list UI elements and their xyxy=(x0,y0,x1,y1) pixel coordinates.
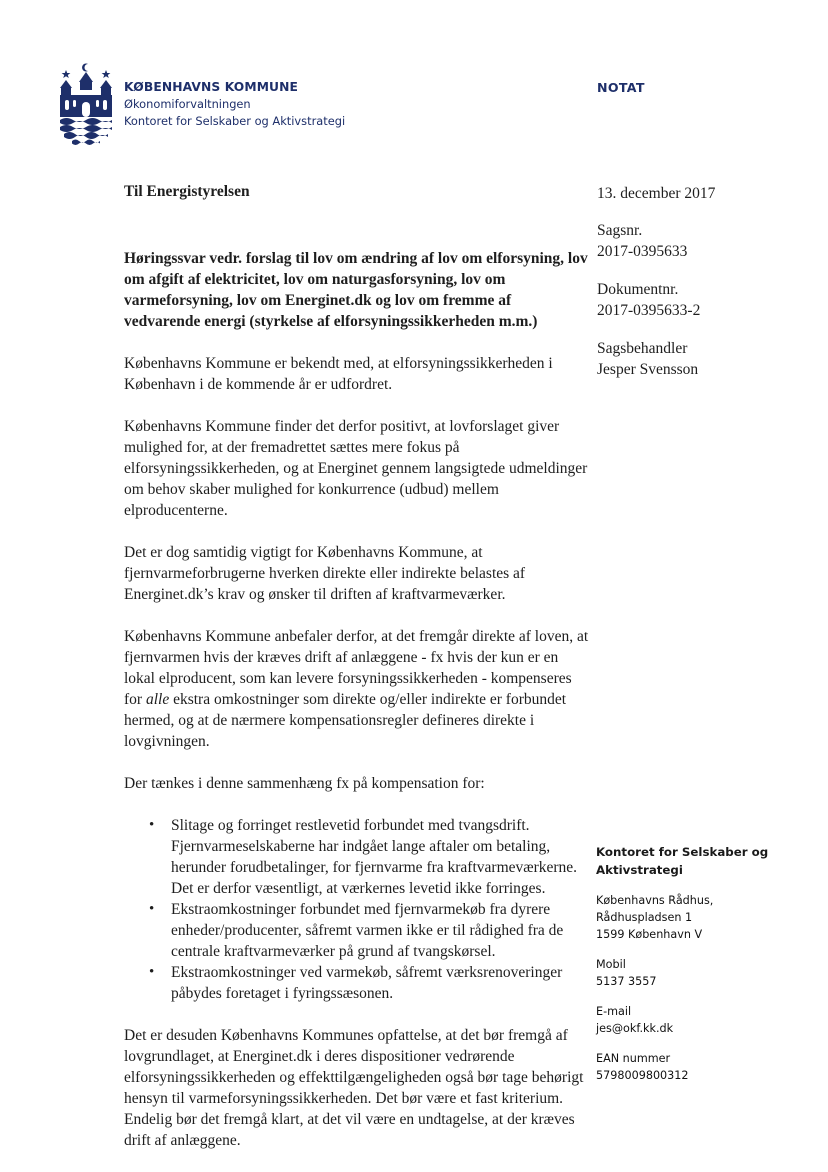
document-date: 13. december 2017 xyxy=(597,185,716,202)
list-item: • Slitage og forringet restlevetid forbundet med tvangsdrift. Fjernvarmeselskaberne har indgået lange aftaler om betaling, herunder forudbetalinger, for fjernvarme fra kraftvarmeværkerne. Det er derfor væsentligt, at værkernes levetid ikke forringes. xyxy=(171,815,589,899)
office-name: Kontoret for Selskaber og Aktivstrategi xyxy=(124,114,346,128)
address-line-3: 1599 København V xyxy=(596,928,703,941)
subject-heading: Høringssvar vedr. forslag til lov om ændring af lov om elforsyning, lov om afgift af elektricitet, lov om naturgasforsyning, lov om varmeforsyning, lov om Energinet.dk og lov om fremme af vedvarende energi (styrkelse af elforsyningssikkerheden m.m.) xyxy=(124,250,588,330)
address-line-2: Rådhuspladsen 1 xyxy=(596,911,693,924)
document-number: 2017-0395633-2 xyxy=(597,302,701,319)
contact-info xyxy=(596,843,806,1097)
list-item: • Ekstraomkostninger forbundet med fjernvarmekøb fra dyrere enheder/producenter, såfremt varmen ikke er til rådighed fra de centrale kraftvarmeværker på grund af tvangskørsel. xyxy=(171,899,589,962)
case-handler: Jesper Svensson xyxy=(597,361,699,378)
paragraph-1: Københavns Kommune er bekendt med, at elforsyningssikkerheden i København i de kommende år er udfordret. xyxy=(124,355,553,393)
recipient: Til Energistyrelsen xyxy=(124,183,250,200)
paragraph-2: Københavns Kommune finder det derfor positivt, at lovforslaget giver mulighed for, at der fremadrettet sættes mere fokus på elforsyningssikkerheden, og at Energinet gennem langsigtede udmeldinger om behov skaber mulighed for konkurrence (udbud) mellem elproducenterne. xyxy=(124,418,588,519)
organization-header xyxy=(124,79,345,130)
paragraph-3: Det er dog samtidig vigtigt for Københavns Kommune, at fjernvarmeforbrugerne hverken direkte eller indirekte belastes af Energinet.dk’s krav og ønsker til driften af kraftvarmeværker. xyxy=(124,544,526,603)
case-number-block xyxy=(597,220,797,262)
mobile-label: Mobil xyxy=(596,958,626,971)
contact-department: Kontoret for Selskaber og Aktivstrategi xyxy=(596,845,769,877)
copenhagen-coat-of-arms-icon xyxy=(58,62,114,146)
paragraph-4-part-a: Københavns Kommune anbefaler derfor, at det fremgår direkte af loven, at fjernvarmen hvis der kræves drift af anlæggene - fx hvis der kun er en lokal elproducent, som kan levere forsyningssikkerheden - kompenseres for xyxy=(124,628,589,708)
administration-name: Økonomiforvaltningen xyxy=(124,97,251,111)
paragraph-4-part-b: ekstra omkostninger som direkte og/eller indirekte er forbundet hermed, og at de nærmere kompensationsregler defineres direkte i lovgivningen. xyxy=(124,691,567,750)
paragraph-6: Det er desuden Københavns Kommunes opfattelse, at det bør fremgå af lovgrundlaget, at Energinet.dk i deres dispositioner vedrørende elforsyningssikkerheden og effekttilgængeligheden også bør tage behørigt hensyn til varmeforsyningssikkerheden. Det bør være et fast kriterium. Endelig bør det fremgå klart, at det vil være en undtagelse, at der kræves drift af anlæggene. xyxy=(124,1027,584,1149)
document-metadata xyxy=(597,183,797,397)
compensation-list xyxy=(124,815,589,1004)
case-number: 2017-0395633 xyxy=(597,243,688,260)
document-number-label: Dokumentnr. xyxy=(597,281,679,298)
case-handler-block xyxy=(597,338,797,380)
email-block xyxy=(596,1003,806,1037)
mobile-number: 5137 3557 xyxy=(596,975,657,988)
document-type: NOTAT xyxy=(597,80,645,95)
org-name: KØBENHAVNS KOMMUNE xyxy=(124,80,299,94)
ean-number: 5798009800312 xyxy=(596,1069,689,1082)
list-item: • Ekstraomkostninger ved varmekøb, såfremt værksrenoveringer påbydes foretaget i fyringssæsonen. xyxy=(171,962,589,1004)
ean-label: EAN nummer xyxy=(596,1052,671,1065)
address-line-1: Københavns Rådhus, xyxy=(596,894,714,907)
letter-body xyxy=(124,248,589,1172)
address-block xyxy=(596,892,806,943)
mobile-block xyxy=(596,956,806,990)
ean-block xyxy=(596,1050,806,1084)
case-handler-label: Sagsbehandler xyxy=(597,340,688,357)
paragraph-5: Der tænkes i denne sammenhæng fx på kompensation for: xyxy=(124,775,485,792)
document-number-block xyxy=(597,279,797,321)
paragraph-4-emphasis: alle xyxy=(145,691,170,708)
email-address[interactable]: jes@okf.kk.dk xyxy=(596,1022,674,1035)
email-label: E-mail xyxy=(596,1005,632,1018)
paragraph-4 xyxy=(124,626,589,752)
case-number-label: Sagsnr. xyxy=(597,222,643,239)
